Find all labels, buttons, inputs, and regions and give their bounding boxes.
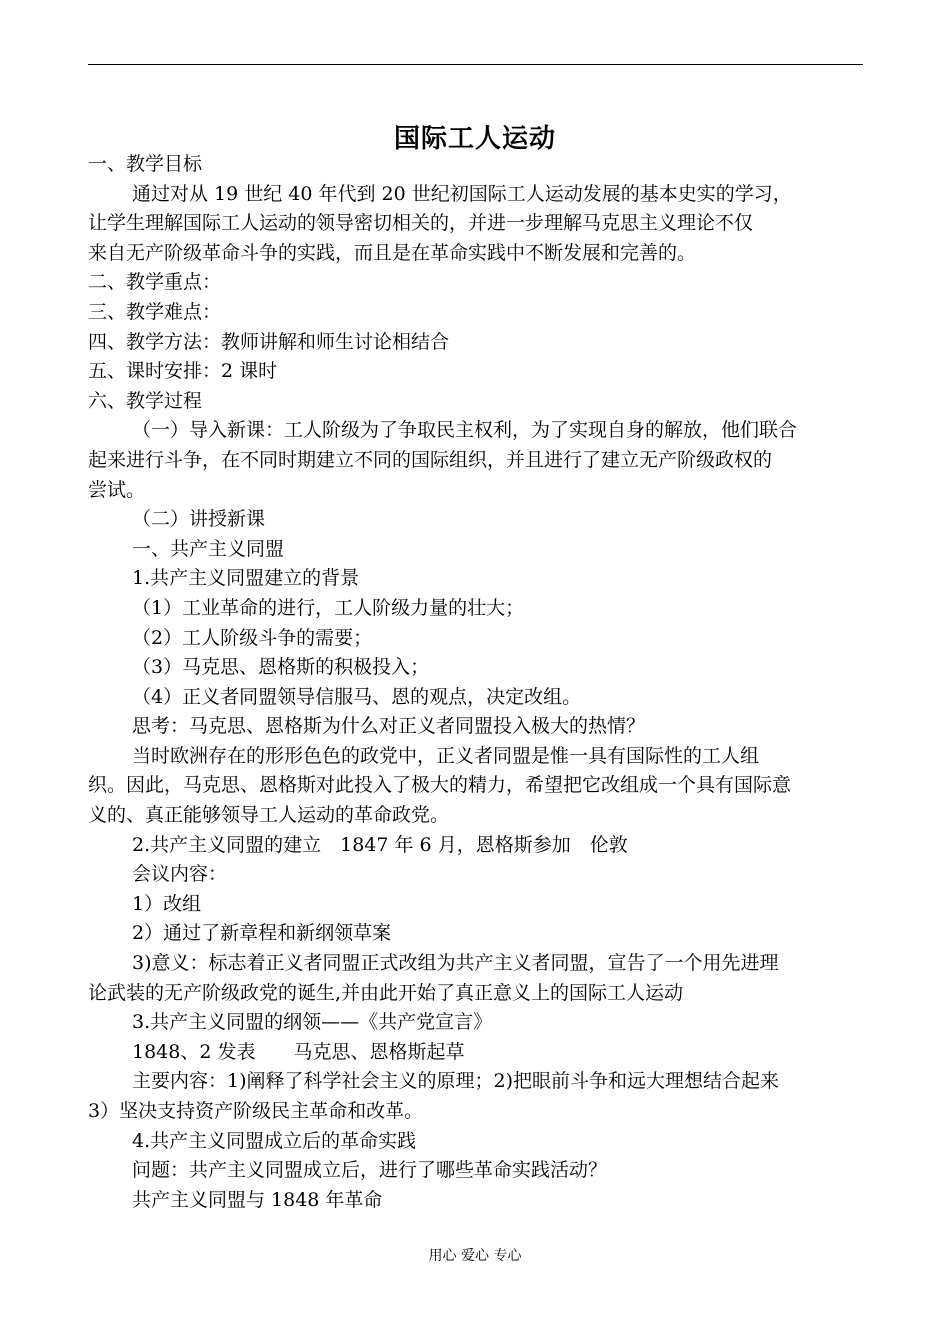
text-line: （1）工业革命的进行，工人阶级力量的壮大；: [132, 596, 525, 619]
text-line: 2）通过了新章程和新纲领草案: [132, 922, 392, 945]
text-line: 一、教学目标: [88, 153, 203, 175]
text-line: 2.共产主义同盟的建立 1847 年 6 月，恩格斯参加 伦敦: [132, 833, 628, 856]
text-line: 让学生理解国际工人运动的领导密切相关的，并进一步理解马克思主义理论不仅: [88, 212, 754, 235]
text-line: 共产主义同盟与 1848 年革命: [132, 1188, 383, 1211]
text-line: 义的、真正能够领导工人运动的革命政党。: [88, 804, 450, 827]
text-line: 主要内容：1)阐释了科学社会主义的原理；2)把眼前斗争和远大理想结合起来: [132, 1070, 780, 1093]
text-line: 通过对从 19 世纪 40 年代到 20 世纪初国际工人运动发展的基本史实的学习，: [132, 182, 792, 205]
text-line: 1848、2 发表 马克思、恩格斯起草: [132, 1040, 465, 1063]
header-rule: [88, 64, 863, 65]
text-line: 思考：马克思、恩格斯为什么对正义者同盟投入极大的热情？: [132, 715, 646, 738]
text-line: 五、课时安排：2 课时: [88, 360, 278, 383]
text-line: 论武装的无产阶级政党的诞生,并由此开始了真正意义上的国际工人运动: [88, 981, 684, 1004]
text-line: （2）工人阶级斗争的需要；: [132, 626, 373, 649]
text-line: 3.共产主义同盟的纲领——《共产党宣言》: [132, 1011, 493, 1034]
text-line: 3）坚决支持资产阶级民主革命和改革。: [88, 1100, 424, 1122]
text-line: （一）导入新课：工人阶级为了争取民主权利，为了实现自身的解放，他们联合: [132, 419, 798, 442]
text-line: 四、教学方法：教师讲解和师生讨论相结合: [88, 330, 450, 353]
text-line: （4）正义者同盟领导信服马、恩的观点，决定改组。: [132, 685, 582, 708]
text-line: 三、教学难点：: [88, 300, 222, 323]
text-line: 1）改组: [132, 892, 202, 915]
text-line: 织。因此，马克思、恩格斯对此投入了极大的精力，希望把它改组成一个具有国际意: [88, 774, 792, 797]
text-line: 3)意义：标志着正义者同盟正式改组为共产主义者同盟，宣告了一个用先进理: [132, 952, 779, 975]
text-line: 会议内容：: [132, 863, 228, 886]
text-line: 来自无产阶级革命斗争的实践，而且是在革命实践中不断发展和完善的。: [88, 241, 697, 264]
text-line: 4.共产主义同盟成立后的革命实践: [132, 1129, 417, 1152]
text-line: 尝试。: [88, 478, 146, 501]
text-line: 问题：共产主义同盟成立后，进行了哪些革命实践活动？: [132, 1159, 608, 1182]
text-line: 1.共产主义同盟建立的背景: [132, 567, 360, 590]
text-line: （二）讲授新课: [132, 508, 266, 531]
text-line: （3）马克思、恩格斯的积极投入；: [132, 656, 430, 679]
document-body: [88, 150, 864, 1215]
text-line: 当时欧洲存在的形形色色的政党中，正义者同盟是惟一具有国际性的工人组: [132, 744, 760, 767]
text-line: 二、教学重点：: [88, 271, 222, 294]
page-footer: 用心 爱心 专心: [428, 1248, 522, 1264]
text-line: 一、共产主义同盟: [132, 537, 285, 560]
text-line: 起来进行斗争，在不同时期建立不同的国际组织，并且进行了建立无产阶级政权的: [88, 448, 773, 471]
text-line: 六、教学过程: [88, 389, 203, 412]
page-title: 国际工人运动: [393, 124, 556, 154]
